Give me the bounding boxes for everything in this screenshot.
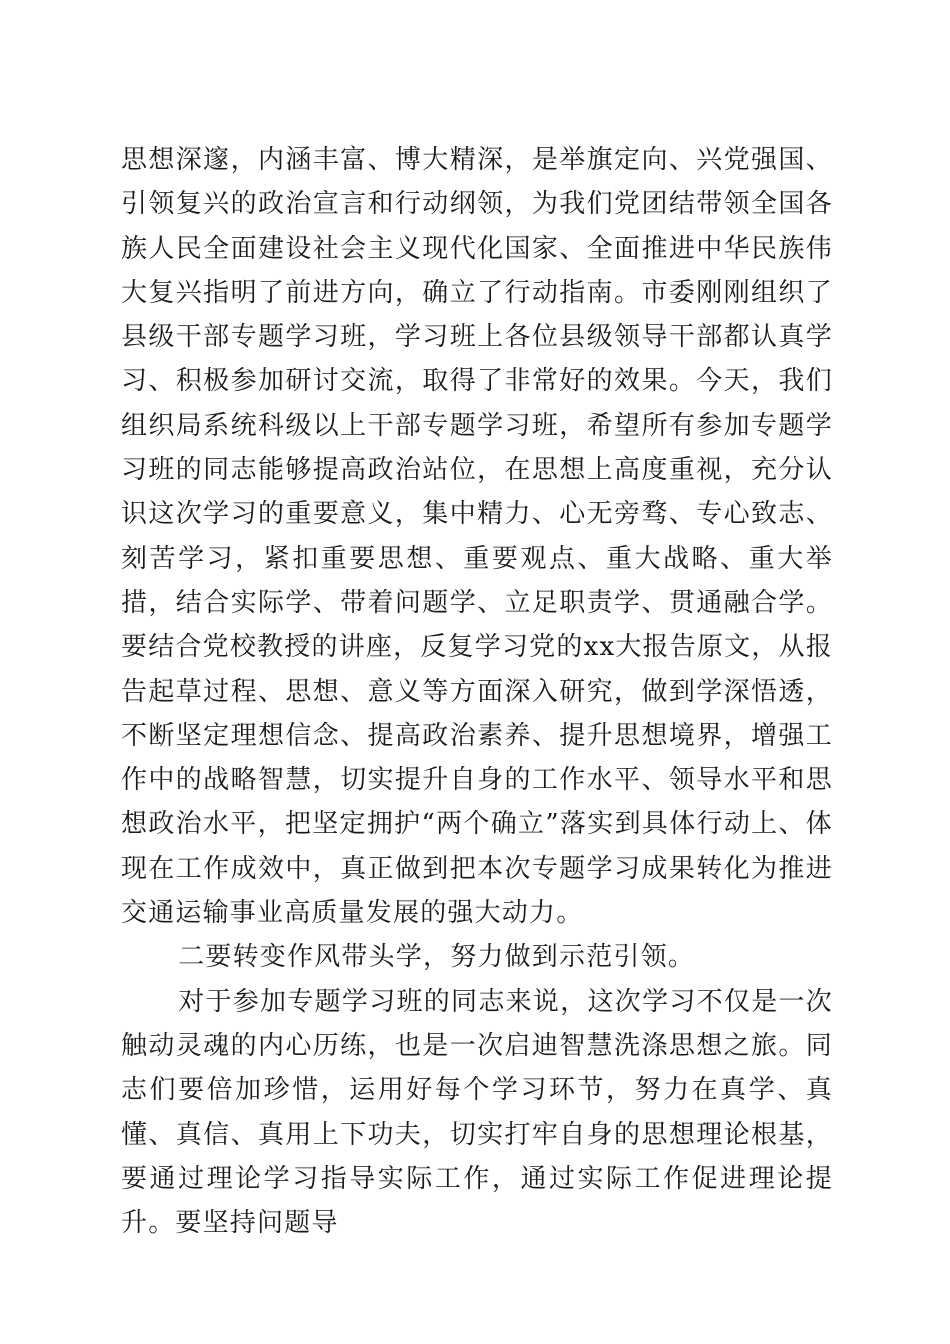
document-body	[121, 138, 833, 1245]
paragraph-body: 对于参加专题学习班的同志来说，这次学习不仅是一次触动灵魂的内心历练，也是一次启迪智慧洗涤思想之旅。同志们要倍加珍惜，运用好每个学习环节，努力在真学、真懂、真信、真用上下功夫，切实打牢自身的思想理论根基，要通过理论学习指导实际工作，通过实际工作促进理论提升。要坚持问题导	[121, 986, 833, 1239]
section-heading: 二要转变作风带头学，努力做到示范引领。	[178, 942, 695, 973]
paragraph-continuation: 思想深邃，内涵丰富、博大精深，是举旗定向、兴党强国、引领复兴的政治宣言和行动纲领，为我们党团结带领全国各族人民全面建设社会主义现代化国家、全面推进中华民族伟大复兴指明了前进方向，确立了行动指南。市委刚刚组织了县级干部专题学习班，学习班上各位县级领导干部都认真学习、积极参加研讨交流，取得了非常好的效果。今天，我们组织局系统科级以上干部专题学习班，希望所有参加专题学习班的同志能够提高政治站位，在思想上高度重视，充分认识这次学习的重要意义，集中精力、心无旁骛、专心致志、刻苦学习，紧扣重要思想、重要观点、重大战略、重大举措，结合实际学、带着问题学、立足职责学、贯通融合学。要结合党校教授的讲座，反复学习党的xx大报告原文，从报告起草过程、思想、意义等方面深入研究，做到学深悟透，不断坚定理想信念、提高政治素养、提升思想境界，增强工作中的战略智慧，切实提升自身的工作水平、领导水平和思想政治水平，把坚定拥护“两个确立”落实到具体行动上、体现在工作成效中，真正做到把本次专题学习成果转化为推进交通运输事业高质量发展的强大动力。	[121, 145, 833, 929]
